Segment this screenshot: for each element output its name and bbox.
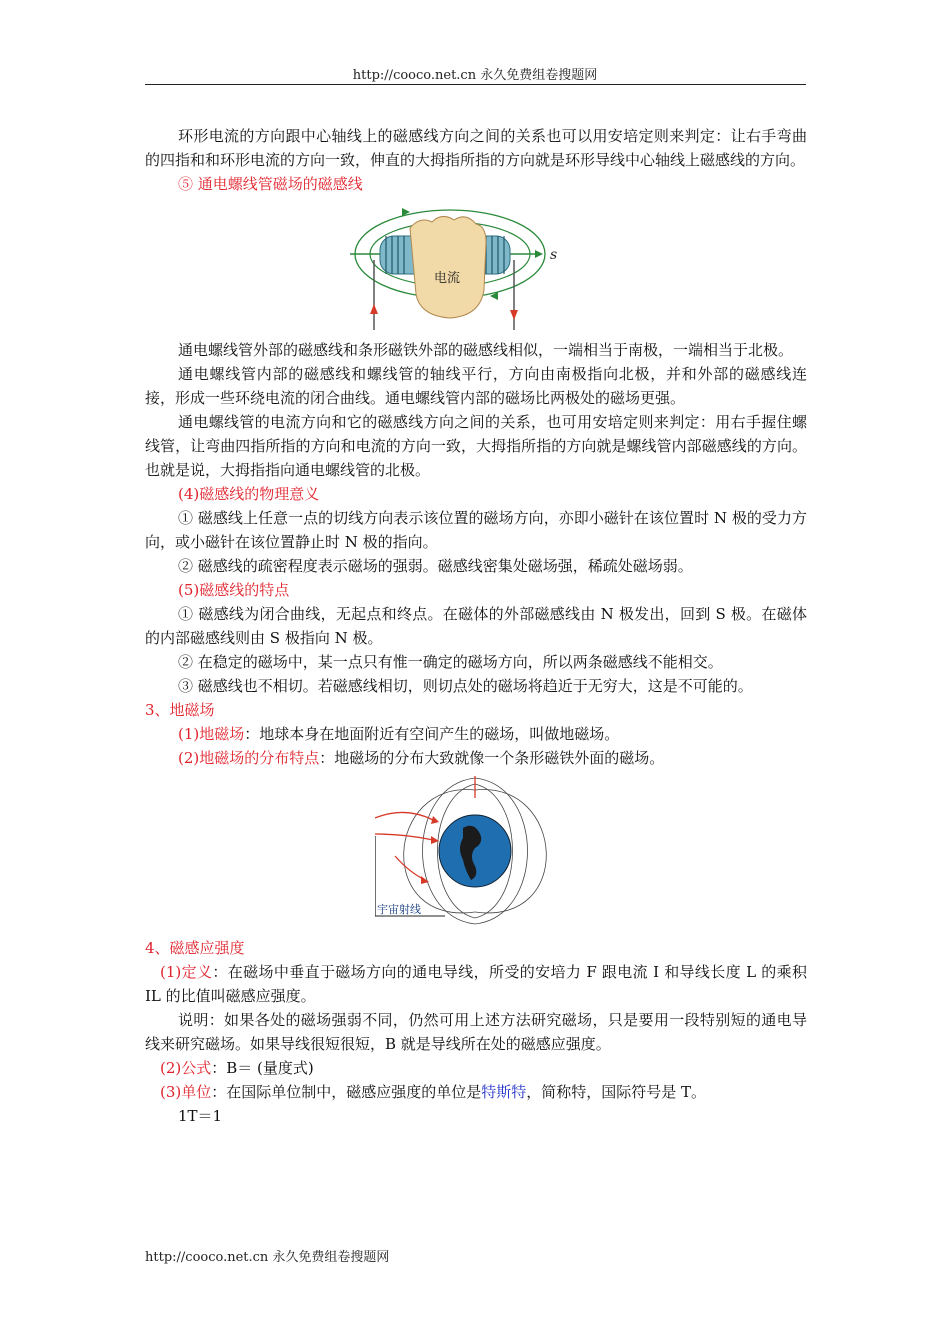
paragraph-formula	[145, 1056, 807, 1080]
paragraph-definition	[145, 960, 807, 1008]
formula-label: (2)公式	[160, 1059, 212, 1077]
page-header: http://cooco.net.cn 永久免费组卷搜题网	[352, 68, 598, 83]
paragraph-tesla-equation: 1T＝1	[178, 1107, 223, 1125]
paragraph-no-tangent: ③ 磁感线也不相切。若磁感线相切，则切点处的磁场将趋近于无穷大，这是不可能的。	[178, 677, 753, 695]
heading-physical-meaning: (4)磁感线的物理意义	[178, 485, 320, 503]
paragraph-tangent-direction: ① 磁感线上任意一点的切线方向表示该位置的磁场方向，亦即小磁针在该位置时 N 极的受力方向，或小磁针在该位置静止时 N 极的指向。	[145, 509, 807, 551]
unit-text-b: ，简称特，国际符号是 T。	[526, 1083, 707, 1101]
earth-diagram	[375, 776, 575, 928]
current-label: 电流	[434, 271, 461, 286]
earth-figure	[145, 776, 807, 936]
paragraph-ampere-rule: 通电螺线管的电流方向和它的磁感线方向之间的关系，也可用安培定则来判定：用右手握住螺线管，让弯曲四指所指的方向和电流的方向一致，大拇指所指的方向就是螺线管内部磁感线的方向。也就是说，大拇指指向通电螺线管的北极。	[145, 413, 807, 479]
cosmic-ray-label: 宇宙射线	[377, 903, 421, 916]
paragraph-ring-current: 环形电流的方向跟中心轴线上的磁感线方向之间的关系也可以用安培定则来判定：让右手弯曲的四指和和环形电流的方向一致，伸直的大拇指所指的方向就是环形导线中心轴线上磁感线的方向。	[145, 127, 807, 169]
heading-solenoid: ⑤ 通电螺线管磁场的磁感线	[178, 175, 363, 193]
paragraph-no-intersect: ② 在稳定的磁场中，某一点只有惟一确定的磁场方向，所以两条磁感线不能相交。	[178, 653, 723, 671]
paragraph-geomagnetic-def	[145, 722, 807, 746]
current-arrow-up-icon	[370, 304, 378, 314]
solenoid-figure	[145, 196, 807, 338]
main-content	[145, 124, 807, 1128]
geo-dist-label: (2)地磁场的分布特点	[178, 749, 320, 767]
paragraph-solenoid-inside: 通电螺线管内部的磁感线和螺线管的轴线平行，方向由南极指向北极，并和外部的磁感线连接，形成一些环绕电流的闭合曲线。通电螺线管内部的磁场比两极处的磁场更强。	[145, 365, 807, 407]
unit-text-a: ：在国际单位制中，磁感应强度的单位是	[211, 1083, 482, 1101]
paragraph-unit	[145, 1080, 807, 1104]
definition-text: ：在磁场中垂直于磁场方向的通电导线，所受的安培力 F 跟电流 I 和导线长度 L 的乘积 IL 的比值叫磁感应强度。	[145, 963, 808, 1005]
axis-arrow-icon	[535, 250, 543, 258]
solenoid-diagram	[350, 198, 580, 338]
geo-def-text: ：地球本身在地面附近有空间产生的磁场，叫做地磁场。	[244, 725, 620, 743]
ray-arrow-icon-1	[431, 816, 439, 824]
page-footer: http://cooco.net.cn 永久免费组卷搜题网	[145, 1250, 390, 1265]
heading-geomagnetic: 3、地磁场	[145, 701, 215, 719]
paragraph-geomagnetic-dist	[145, 746, 807, 770]
paragraph-density: ② 磁感线的疏密程度表示磁场的强弱。磁感线密集处磁场强，稀疏处磁场弱。	[178, 557, 693, 575]
header-rule	[145, 84, 806, 85]
paragraph-solenoid-outside: 通电螺线管外部的磁感线和条形磁铁外部的磁感线相似，一端相当于南极，一端相当于北极。	[178, 341, 794, 359]
formula-text: ：B＝ (量度式)	[211, 1059, 314, 1077]
tesla-term: 特斯特	[481, 1083, 527, 1101]
paragraph-note: 说明：如果各处的磁场强弱不同，仍然可用上述方法研究磁场，只是要用一段特别短的通电导线来研究磁场。如果导线很短很短，B 就是导线所在处的磁感应强度。	[145, 1011, 807, 1053]
heading-induction: 4、磁感应强度	[145, 939, 245, 957]
heading-features: (5)磁感线的特点	[178, 581, 290, 599]
geo-dist-text: ：地磁场的分布大致就像一个条形磁铁外面的磁场。	[319, 749, 665, 767]
unit-label: (3)单位	[160, 1083, 212, 1101]
definition-label: (1)定义	[160, 963, 213, 981]
hand-icon	[410, 216, 486, 318]
geo-def-label: (1)地磁场	[178, 725, 245, 743]
current-arrow-down-icon	[510, 310, 518, 320]
paragraph-closed-curve: ① 磁感线为闭合曲线，无起点和终点。在磁体的外部磁感线由 N 极发出，回到 S 极。在磁体的内部磁感线则由 S 极指向 N 极。	[145, 605, 807, 647]
pole-label: s	[550, 247, 558, 263]
